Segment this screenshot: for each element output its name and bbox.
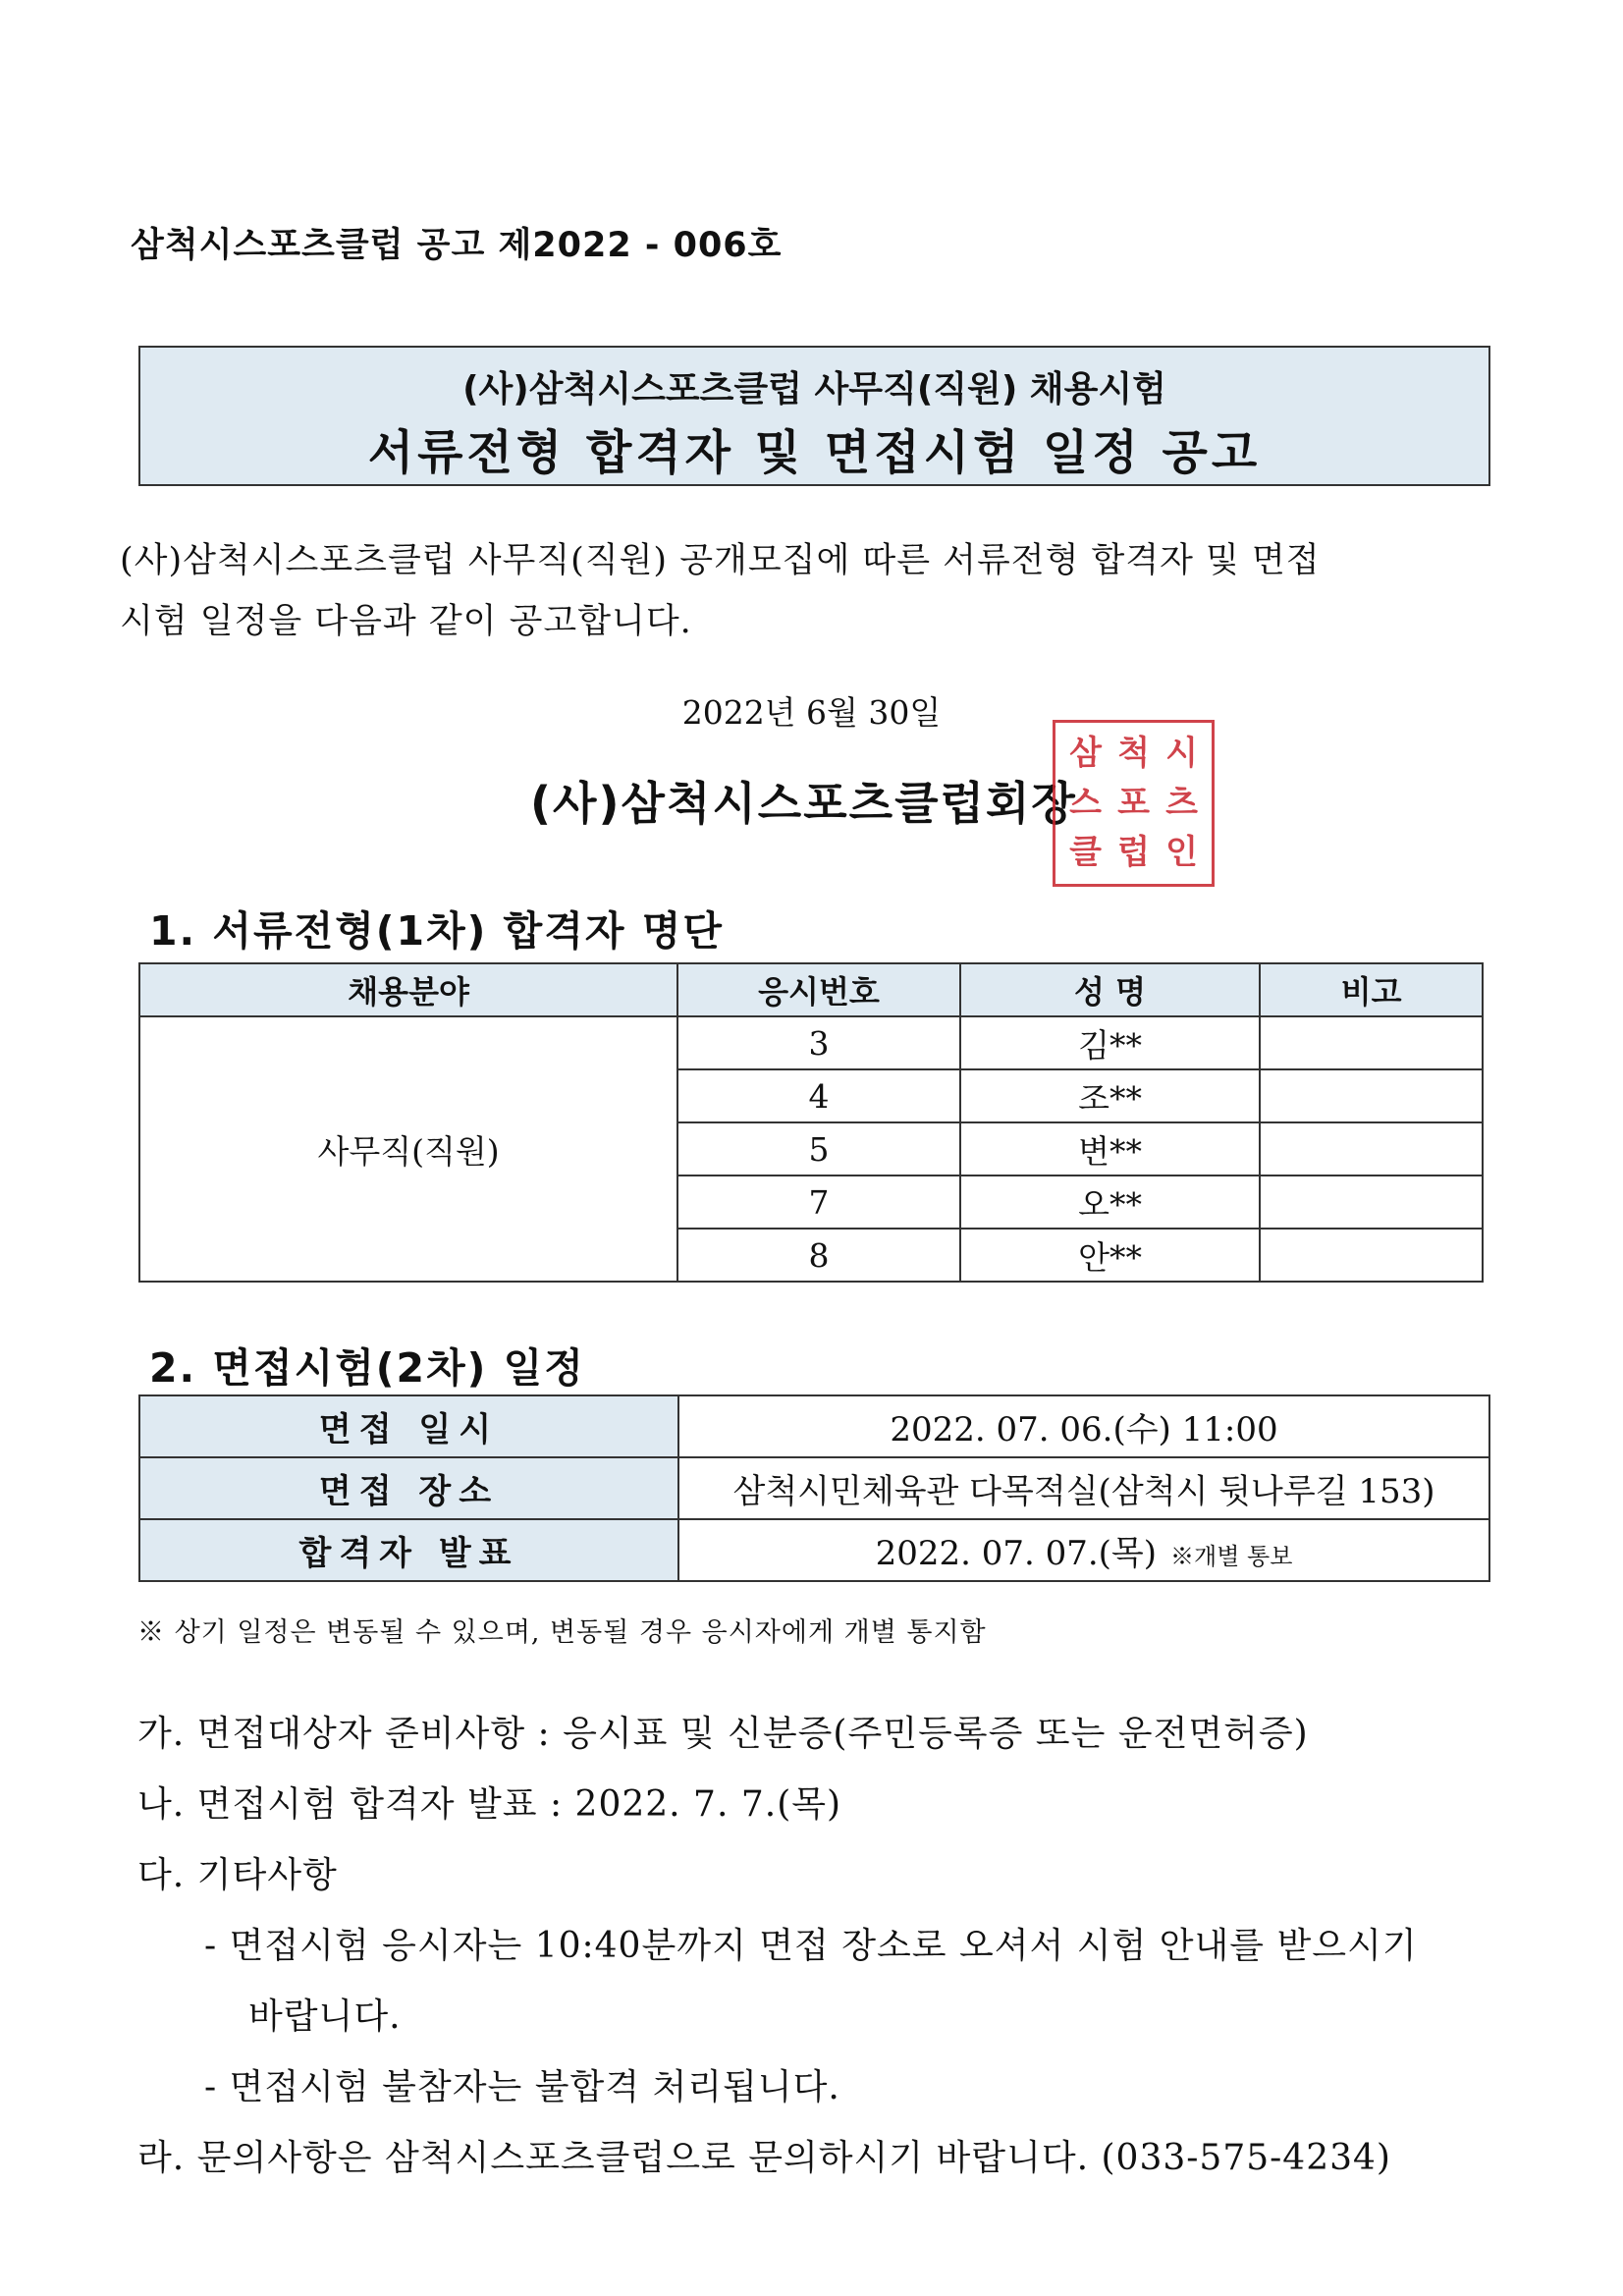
table-row bbox=[139, 1457, 1489, 1519]
notice-date: 2022년 6월 30일 bbox=[681, 693, 942, 732]
header-number: 응시번호 bbox=[677, 963, 960, 1016]
table-row bbox=[139, 1395, 1489, 1457]
table-row bbox=[139, 1016, 1483, 1069]
name-cell: 김** bbox=[960, 1016, 1261, 1069]
list-item: 가. 면접대상자 준비사항 : 응시표 및 신분증(주민등록증 또는 운전면허증) bbox=[137, 1714, 1309, 1754]
interview-schedule-table bbox=[138, 1394, 1490, 1582]
seal-char: 인 bbox=[1165, 833, 1198, 873]
interview-datetime-label: 면접 일시 bbox=[139, 1395, 678, 1457]
section1-heading: 1. 서류전형(1차) 합격자 명단 bbox=[149, 907, 724, 955]
organization-name: (사)삼척시스포츠클럽회장 bbox=[530, 777, 1077, 830]
title-line-2: 서류전형 합격자 및 면접시험 일정 공고 bbox=[367, 425, 1262, 480]
list-item: - 면접시험 응시자는 10:40분까지 면접 장소로 오셔서 시험 안내를 받으시기 bbox=[204, 1926, 1418, 1966]
name-cell: 조** bbox=[960, 1069, 1261, 1122]
intro-line-1: (사)삼척시스포츠클럽 사무직(직원) 공개모집에 따른 서류전형 합격자 및 면접 bbox=[120, 541, 1321, 580]
official-seal bbox=[1053, 720, 1215, 887]
announcement-value bbox=[678, 1519, 1489, 1581]
number-cell: 3 bbox=[677, 1016, 960, 1069]
title-box bbox=[138, 346, 1490, 486]
value-extra: ※개별 통보 bbox=[1170, 1543, 1293, 1570]
seal-char: 럽 bbox=[1117, 833, 1150, 873]
seal-char: 스 bbox=[1069, 783, 1102, 823]
name-cell: 오** bbox=[960, 1175, 1261, 1229]
value-text: 2022. 07. 07.(목) bbox=[875, 1534, 1158, 1573]
list-item: - 면접시험 불참자는 불합격 처리됩니다. bbox=[204, 2067, 840, 2107]
interview-place-value bbox=[678, 1457, 1489, 1519]
interview-datetime-value bbox=[678, 1395, 1489, 1457]
seal-char: 척 bbox=[1117, 734, 1150, 773]
list-item: 다. 기타사항 bbox=[137, 1855, 338, 1895]
seal-char: 삼 bbox=[1069, 734, 1102, 773]
note-cell bbox=[1260, 1122, 1483, 1175]
table-row bbox=[139, 1519, 1489, 1581]
value-text: 2022. 07. 06.(수) 11:00 bbox=[890, 1410, 1278, 1449]
note-cell bbox=[1260, 1016, 1483, 1069]
seal-char: 츠 bbox=[1165, 783, 1198, 823]
announcement-label: 합격자 발표 bbox=[139, 1519, 678, 1581]
table-header-row bbox=[139, 963, 1483, 1016]
list-item: 바랍니다. bbox=[248, 1996, 402, 2037]
seal-char: 시 bbox=[1165, 734, 1198, 773]
seal-char: 포 bbox=[1117, 783, 1150, 823]
list-item: 라. 문의사항은 삼척시스포츠클럽으로 문의하시기 바랍니다. (033-575-4234) bbox=[137, 2138, 1391, 2178]
note-cell bbox=[1260, 1069, 1483, 1122]
note-cell bbox=[1260, 1229, 1483, 1282]
notice-number: 삼척시스포츠클럽 공고 제2022 - 006호 bbox=[131, 226, 783, 265]
number-cell: 4 bbox=[677, 1069, 960, 1122]
schedule-footnote: ※ 상기 일정은 변동될 수 있으며, 변동될 경우 응시자에게 개별 통지함 bbox=[137, 1617, 987, 1648]
seal-char: 클 bbox=[1069, 833, 1102, 873]
field-cell: 사무직(직원) bbox=[139, 1016, 677, 1282]
section2-heading: 2. 면접시험(2차) 일정 bbox=[149, 1344, 585, 1392]
name-cell: 변** bbox=[960, 1122, 1261, 1175]
note-cell bbox=[1260, 1175, 1483, 1229]
intro-line-2: 시험 일정을 다음과 같이 공고합니다. bbox=[120, 602, 692, 641]
list-item: 나. 면접시험 합격자 발표 : 2022. 7. 7.(목) bbox=[137, 1784, 842, 1825]
title-line-1: (사)삼척시스포츠클럽 사무직(직원) 채용시험 bbox=[462, 369, 1166, 410]
details-list bbox=[137, 1699, 1551, 2194]
name-cell: 안** bbox=[960, 1229, 1261, 1282]
intro-paragraph bbox=[120, 530, 1514, 652]
header-note: 비고 bbox=[1260, 963, 1483, 1016]
header-name: 성 명 bbox=[960, 963, 1261, 1016]
number-cell: 5 bbox=[677, 1122, 960, 1175]
number-cell: 7 bbox=[677, 1175, 960, 1229]
header-field: 채용분야 bbox=[139, 963, 677, 1016]
value-text: 삼척시민체육관 다목적실(삼척시 뒷나루길 153) bbox=[732, 1472, 1435, 1511]
passers-table bbox=[138, 962, 1484, 1283]
interview-place-label: 면접 장소 bbox=[139, 1457, 678, 1519]
number-cell: 8 bbox=[677, 1229, 960, 1282]
